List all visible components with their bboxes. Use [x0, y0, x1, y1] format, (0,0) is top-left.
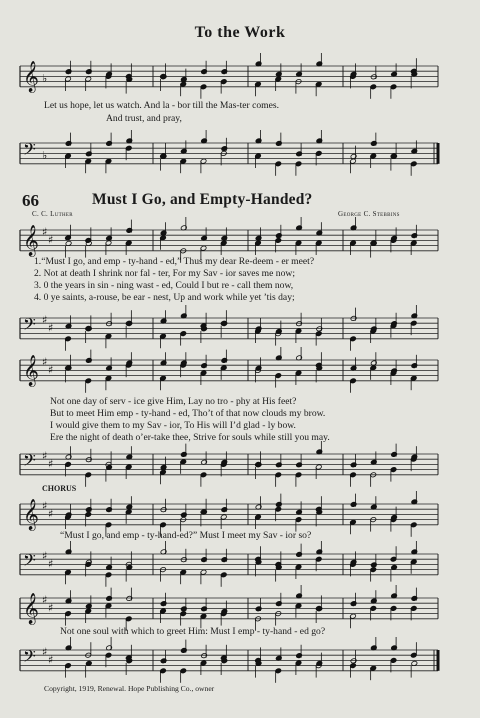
- staff-bass-4: [0, 644, 480, 678]
- hymn-composer: George C. Stebbins: [338, 210, 400, 218]
- treble-clef-icon: 𝄞: [23, 593, 39, 624]
- verse-4-line-1: 4. 0 ye saints, a-rouse, be ear - nest, Up and work while yet ’tis day;: [34, 292, 295, 303]
- chorus-line-2: Not one soul with which to greet Him: Must I emp - ty-hand - ed go?: [60, 626, 326, 637]
- treble-clef-icon: 𝄞: [23, 225, 39, 256]
- top-hymn-title: To the Work: [194, 24, 286, 41]
- sharp-icon: ♯: [42, 645, 48, 659]
- sharp-icon: ♯: [48, 363, 54, 377]
- sharp-icon: ♯: [42, 549, 48, 563]
- hymn-number: 66: [22, 191, 39, 210]
- chorus-line-1: “Must I go, and emp - ty-hand-ed?” Must I meet my Sav - ior so?: [60, 530, 312, 541]
- staff-bass-top: [0, 137, 480, 171]
- verse-1-line-2: Not one day of serv - ice give Him, Lay no tro - phy at His feet?: [50, 396, 297, 407]
- verse-2-line-1: 2. Not at death I shrink nor fal - ter, For my Sav - ior saves me now;: [34, 268, 295, 279]
- sharp-icon: ♯: [48, 233, 54, 247]
- staff-bass-2: [0, 448, 480, 482]
- sharp-icon: ♯: [42, 225, 48, 239]
- treble-clef-icon: 𝄞: [23, 499, 39, 530]
- verse-3-line-2: I would give them to my Sav - ior, To His will I’d glad - ly bow.: [50, 420, 296, 431]
- treble-clef-icon: 𝄞: [23, 61, 39, 92]
- staff-bass-1: [0, 312, 480, 346]
- bass-clef-icon: 𝄢: [23, 139, 36, 163]
- sharp-icon: ♯: [42, 313, 48, 327]
- staff-bass-3: [0, 548, 480, 582]
- sharp-icon: ♯: [42, 449, 48, 463]
- sharp-icon: ♯: [48, 457, 54, 471]
- treble-clef-icon: 𝄞: [23, 355, 39, 386]
- bass-clef-icon: 𝄢: [23, 646, 36, 670]
- chorus-label: CHORUS: [42, 484, 77, 493]
- flat-icon: ♭: [42, 71, 48, 85]
- sharp-icon: ♯: [48, 557, 54, 571]
- verse-1-line-1: 1.“Must I go, and emp - ty-hand - ed,” Thus my dear Re-deem - er meet?: [34, 256, 315, 267]
- hymn-title: Must I Go, and Empty-Handed?: [92, 191, 313, 208]
- bass-clef-icon: 𝄢: [23, 450, 36, 474]
- staff-treble-4: [0, 592, 480, 626]
- sharp-icon: ♯: [48, 507, 54, 521]
- flat-icon: ♭: [42, 148, 48, 162]
- staff-treble-1: [0, 224, 480, 258]
- sharp-icon: ♯: [42, 593, 48, 607]
- verse-2-line-2: But to meet Him emp - ty-hand - ed, Tho’t of that now clouds my brow.: [50, 408, 326, 419]
- bass-clef-icon: 𝄢: [23, 314, 36, 338]
- sharp-icon: ♯: [48, 321, 54, 335]
- sharp-icon: ♯: [48, 601, 54, 615]
- top-hymn-lyric-2: And trust, and pray,: [106, 113, 182, 124]
- sharp-icon: ♯: [42, 499, 48, 513]
- verse-3-line-1: 3. 0 the years in sin - ning wast - ed, Could I but re - call them now,: [34, 280, 294, 291]
- hymn-author: C. C. Luther: [32, 210, 73, 218]
- verse-4-line-2: Ere the night of death o’er-take thee, Strive for souls while still you may.: [50, 432, 330, 443]
- top-hymn-lyric-1: Let us hope, let us watch. And la - bor till the Mas-ter comes.: [44, 100, 279, 111]
- copyright-notice: Copyright, 1919, Renewal. Hope Publishing Co., owner: [44, 684, 215, 693]
- bass-clef-icon: 𝄢: [23, 550, 36, 574]
- staff-treble-3: [0, 498, 480, 532]
- staff-treble-top: [0, 60, 480, 94]
- staff-treble-2: [0, 354, 480, 388]
- sharp-icon: ♯: [42, 355, 48, 369]
- sharp-icon: ♯: [48, 653, 54, 667]
